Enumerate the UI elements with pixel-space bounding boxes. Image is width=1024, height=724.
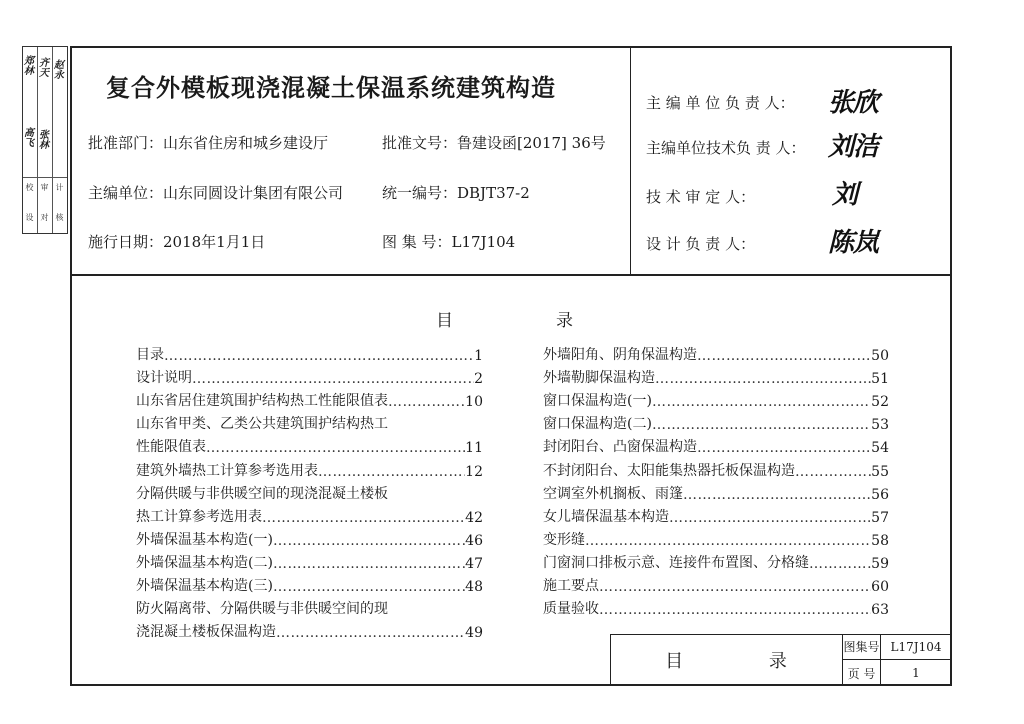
handwritten-signature: 张 林 (39, 130, 49, 151)
responsibility-label: 主编单位技术负 责 人： (646, 139, 806, 157)
toc-entry (543, 550, 889, 572)
toc-entry (136, 481, 483, 503)
toc-entry (136, 388, 483, 410)
toc-entry-title: 热工计算参考选用表 (136, 508, 262, 525)
toc-entry (543, 365, 889, 387)
toc-entry-page: 2 (474, 371, 483, 388)
toc-entry-title: 女儿墙保温基本构造 (543, 508, 669, 525)
toc-entry (543, 573, 889, 595)
toc-leader-dots (599, 579, 871, 595)
side-label: 校 (25, 183, 34, 192)
atlas-value: L17J104 (881, 634, 951, 660)
toc-entry-page: 49 (465, 625, 483, 642)
toc-entry-page: 56 (871, 486, 889, 503)
toc-leader-dots (599, 602, 871, 618)
toc-entry (543, 434, 889, 456)
toc-entry-title: 浇混凝土楼板保温构造 (136, 624, 276, 641)
toc-entry (543, 342, 889, 364)
toc-entry (543, 504, 889, 526)
toc-leader-dots (809, 556, 871, 572)
toc-leader-dots (206, 440, 465, 456)
toc-heading-left: 目 (436, 311, 453, 331)
handwritten-signature: 齐 天 (39, 58, 49, 79)
toc-leader-dots (795, 464, 871, 480)
toc-leader-dots (273, 579, 465, 595)
toc-entry-title: 质量验收 (543, 601, 599, 618)
toc-entry-title: 空调室外机搁板、雨篷 (543, 485, 683, 502)
side-row-divider (23, 177, 67, 178)
toc-entry-page: 54 (871, 440, 889, 457)
toc-entry-title: 窗口保温构造(一) (543, 393, 652, 410)
toc-entry (136, 504, 483, 526)
toc-entry (136, 458, 483, 480)
toc-leader-dots (585, 533, 871, 549)
toc-entry (543, 527, 889, 549)
toc-leader-dots (655, 371, 871, 387)
toc-entry-page: 1 (474, 348, 483, 364)
toc-leader-dots (318, 464, 465, 480)
toc-leader-dots (276, 625, 465, 641)
toc-entry-title: 建筑外墙热工计算参考选用表 (136, 462, 318, 479)
toc-entry-page: 53 (871, 417, 889, 434)
toc-entry-title: 目录 (136, 347, 164, 363)
toc-entry-page: 52 (871, 394, 889, 411)
toc-entry-title: 封闭阳台、凸窗保温构造 (543, 439, 697, 456)
side-label: 核 (55, 213, 64, 222)
toc-entry (543, 481, 889, 503)
atlas-number: 图 集 号：L17J104 (382, 233, 516, 251)
side-column-divider (52, 47, 53, 233)
toc-heading-right: 录 (556, 311, 573, 331)
toc-entry-page: 48 (465, 579, 483, 595)
toc-entry-page: 12 (465, 463, 483, 480)
handwritten-signature: 刘 (832, 180, 858, 210)
toc-entry (136, 596, 483, 618)
toc-entry-title: 外墙阳角、阴角保温构造 (543, 347, 697, 363)
toc-entry-title: 山东省居住建筑围护结构热工性能限值表 (136, 393, 388, 410)
toc-entry-title: 外墙保温基本构造(一) (136, 531, 273, 548)
toc-leader-dots (652, 394, 871, 410)
title-block-grid (842, 634, 952, 686)
toc-leader-dots (262, 510, 465, 526)
responsibility-label: 设 计 负 责 人： (646, 235, 756, 253)
header-divider (70, 274, 952, 276)
handwritten-signature: 张欣 (828, 88, 879, 118)
toc-entry-title: 防火隔离带、分隔供暖与非供暖空间的现 (136, 601, 388, 618)
toc-entry-page: 60 (871, 579, 889, 595)
toc-entry-title: 外墙勒脚保温构造 (543, 370, 655, 387)
approval-department: 批准部门：山东省住房和城乡建设厅 (88, 134, 329, 152)
toc-entry-title: 山东省甲类、乙类公共建筑围护结构热工 (136, 416, 388, 433)
toc-entry-page: 63 (871, 602, 889, 619)
toc-leader-dots (273, 556, 465, 572)
page-value: 1 (912, 666, 920, 680)
toc-entry (136, 550, 483, 572)
toc-entry (136, 342, 483, 364)
toc-leader-dots (697, 348, 871, 364)
side-signature-block (22, 46, 68, 234)
toc-entry-page: 51 (871, 371, 889, 388)
toc-entry-title: 外墙保温基本构造(三) (136, 578, 273, 594)
toc-leader-dots (683, 487, 871, 503)
toc-entry-page: 59 (871, 555, 889, 572)
toc-entry-page: 57 (871, 509, 889, 526)
toc-entry-title: 外墙保温基本构造(二) (136, 554, 273, 571)
title-block-title: 目 录 (665, 651, 827, 672)
toc-entry (136, 573, 483, 595)
toc-leader-dots (669, 510, 871, 526)
header-vertical-divider (630, 46, 631, 274)
toc-leader-dots (192, 371, 474, 387)
side-label: 计 (55, 183, 64, 192)
atlas-label: 图集号 (843, 634, 881, 660)
toc-entry-page: 58 (871, 532, 889, 549)
toc-entry-title: 门窗洞口排板示意、连接件布置图、分格缝 (543, 554, 809, 571)
handwritten-signature: 刘洁 (828, 132, 879, 162)
side-label: 审 (40, 183, 49, 192)
handwritten-signature: 高 飞 (24, 128, 34, 149)
toc-entry (136, 411, 483, 433)
toc-entry (543, 388, 889, 410)
toc-entry (543, 458, 889, 480)
handwritten-signature: 郑 林 (24, 56, 34, 77)
responsibility-label: 技 术 审 定 人： (646, 188, 756, 206)
toc-entry (136, 365, 483, 387)
side-label: 对 (40, 213, 49, 222)
side-label: 设 (25, 213, 34, 222)
toc-entry (136, 434, 483, 456)
toc-leader-dots (697, 440, 871, 456)
toc-leader-dots (388, 394, 465, 410)
responsibility-label: 主 编 单 位 负 责 人： (646, 94, 795, 112)
toc-entry-page: 46 (465, 532, 483, 549)
toc-entry-title: 分隔供暖与非供暖空间的现浇混凝土楼板 (136, 485, 388, 502)
page-label: 页 号 (843, 660, 881, 686)
toc-entry-title: 变形缝 (543, 531, 585, 548)
document-title: 复合外模板现浇混凝土保温系统建筑构造 (106, 73, 556, 102)
toc-entry-title: 设计说明 (136, 370, 192, 387)
toc-entry-page: 11 (465, 440, 483, 457)
toc-entry (136, 619, 483, 641)
effective-date: 施行日期：2018年1月1日 (88, 233, 266, 251)
toc-entry-page: 47 (465, 555, 483, 572)
toc-entry-page: 42 (465, 509, 483, 526)
side-column-divider (37, 47, 38, 233)
toc-entry-page: 50 (871, 348, 889, 364)
toc-leader-dots (164, 348, 474, 364)
toc-entry-page: 10 (465, 394, 483, 411)
toc-entry (543, 411, 889, 433)
unified-number: 统一编号：DBJT37-2 (382, 184, 530, 202)
editor-unit: 主编单位：山东同圆设计集团有限公司 (88, 184, 344, 202)
toc-entry-page: 55 (871, 463, 889, 480)
handwritten-signature: 陈岚 (828, 228, 879, 258)
toc-entry-title: 不封闭阳台、太阳能集热器托板保温构造 (543, 462, 795, 479)
toc-leader-dots (273, 533, 465, 549)
toc-entry-title: 性能限值表 (136, 439, 206, 456)
handwritten-signature: 赵 永 (54, 60, 64, 81)
approval-document-number: 批准文号：鲁建设函[2017] 36号 (382, 134, 606, 152)
toc-entry-title: 施工要点 (543, 578, 599, 594)
toc-entry (136, 527, 483, 549)
toc-entry (543, 596, 889, 618)
toc-leader-dots (652, 417, 871, 433)
toc-entry-title: 窗口保温构造(二) (543, 416, 652, 433)
